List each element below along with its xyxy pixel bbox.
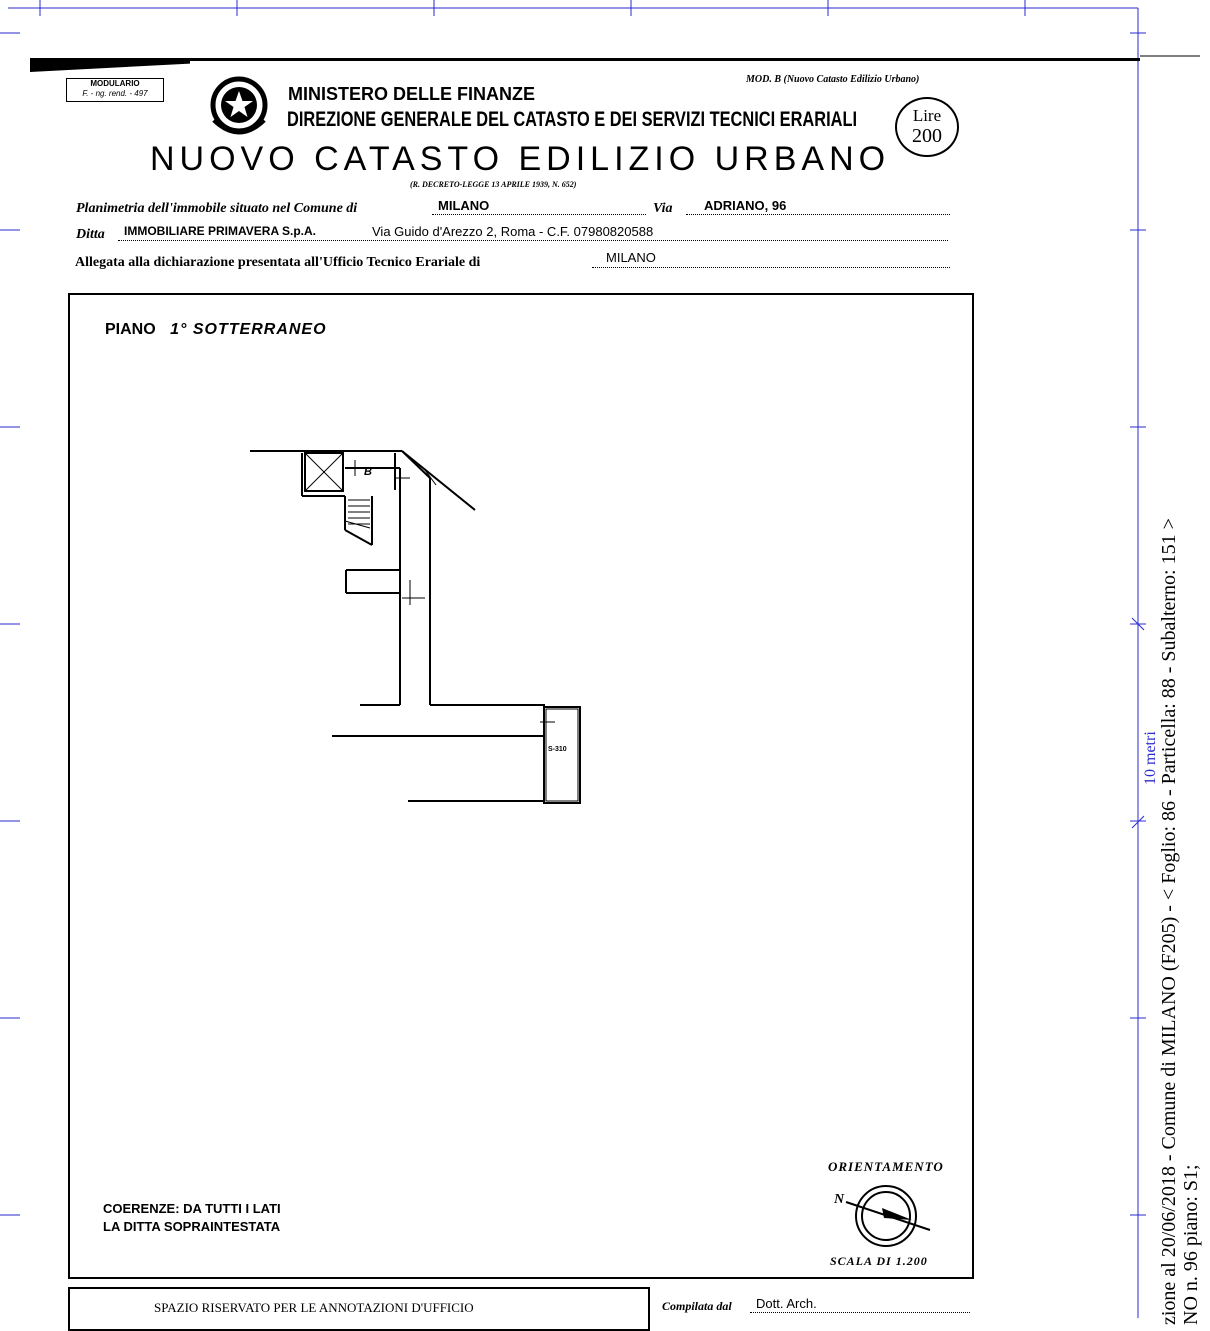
compilata-value: Dott. Arch. xyxy=(756,1296,817,1311)
ministry-title: MINISTERO DELLE FINANZE xyxy=(288,84,535,104)
compilata-field xyxy=(750,1296,970,1313)
scala-text: SCALA DI 1.200 xyxy=(830,1254,928,1268)
lire-stamp-label: Lire xyxy=(912,106,942,125)
annotazioni-label: SPAZIO RISERVATO PER LE ANNOTAZIONI D'UFFICIO xyxy=(154,1300,474,1315)
decree-line: (R. DECRETO-LEGGE 13 APRILE 1939, N. 652) xyxy=(410,180,577,189)
ditta-label: Ditta xyxy=(76,227,105,242)
modulario-code: F. - ng. rend. - 497 xyxy=(82,89,148,98)
ditta-address: Via Guido d'Arezzo 2, Roma - C.F. 07980820588 xyxy=(372,224,654,239)
scala-label xyxy=(830,1254,928,1269)
compass-icon xyxy=(840,1180,940,1250)
coerenze-line-1: COERENZE: DA TUTTI I LATI xyxy=(103,1201,281,1216)
planimetria-label: Planimetria dell'immobile situato nel Comune di xyxy=(76,201,358,216)
ufficio-value: MILANO xyxy=(606,250,656,265)
north-label: N xyxy=(834,1192,845,1207)
compilata-label: Compilata dal xyxy=(662,1299,732,1313)
scale-bar-label: 10 metri xyxy=(1142,731,1159,785)
via-label: Via xyxy=(653,201,673,216)
side-caption-line-2: NO n. 96 piano: S1; xyxy=(1180,1164,1202,1325)
direction-title: DIREZIONE GENERALE DEL CATASTO E DEI SERVIZI TECNICI ERARIALI xyxy=(287,108,858,131)
comune-value: MILANO xyxy=(438,198,490,213)
via-value: ADRIANO, 96 xyxy=(704,198,787,213)
mod-label: MOD. B (Nuovo Catasto Edilizio Urbano) xyxy=(746,74,920,85)
room-b-label: B xyxy=(364,466,372,478)
floor-label-text: PIANO xyxy=(105,321,156,338)
coerenze-line-2: LA DITTA SOPRAINTESTATA xyxy=(103,1219,281,1234)
room-s-label: S-310 xyxy=(548,746,567,753)
allegata-label: Allegata alla dichiarazione presentata all'Ufficio Tecnico Erariale di xyxy=(75,255,481,270)
side-caption-line-1: zione al 20/06/2018 - Comune di MILANO (F205) - < Foglio: 86 - Particella: 88 - Subalterno: 151 > xyxy=(1158,518,1180,1325)
catasto-title: NUOVO CATASTO EDILIZIO URBANO xyxy=(150,140,891,178)
annotazioni-box xyxy=(68,1287,650,1331)
lire-stamp-value: 200 xyxy=(912,125,942,147)
ditta-name: IMMOBILIARE PRIMAVERA S.p.A. xyxy=(124,224,316,238)
modulario-label: MODULARIO xyxy=(90,79,140,88)
floor-label-value: 1° SOTTERRANEO xyxy=(170,321,327,338)
orientamento-label: ORIENTAMENTO xyxy=(828,1159,944,1174)
